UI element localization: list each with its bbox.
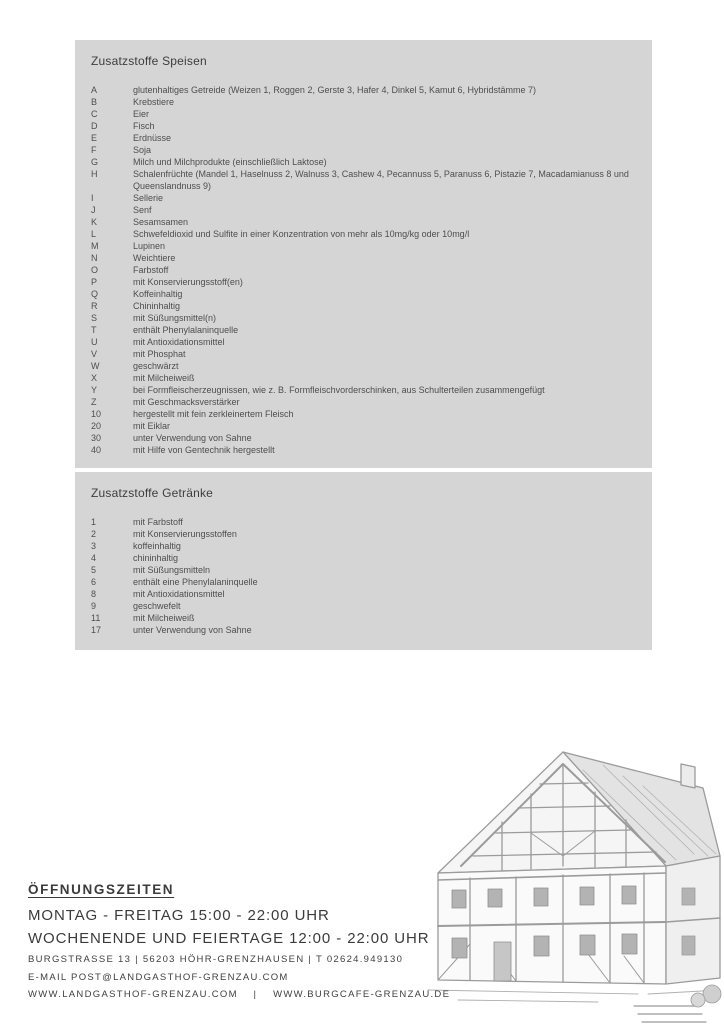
additive-row [91, 564, 632, 576]
additive-code: R [91, 301, 98, 311]
additives-drinks-list [91, 516, 632, 636]
additive-code: 5 [91, 565, 97, 575]
additive-row [91, 312, 632, 324]
additive-row [91, 276, 632, 288]
additive-text: Fisch [133, 121, 155, 131]
email-line: E-MAIL POST@LANDGASTHOF-GRENZAU.COM [28, 971, 289, 983]
additive-row [91, 192, 632, 204]
additive-text: Lupinen [133, 241, 166, 251]
additive-code: G [91, 157, 99, 167]
additive-text: bei Formfleischerzeugnissen, wie z. B. Formfleischvorderschinken, aus Schulterteilen zusammengefügt [133, 385, 545, 395]
additive-text: Eier [133, 109, 150, 119]
additive-code: X [91, 373, 98, 383]
additive-row [91, 216, 632, 228]
additive-row [91, 84, 632, 96]
additive-text: mit Süßungsmitteln [133, 565, 211, 575]
additive-row [91, 300, 632, 312]
additive-row [91, 360, 632, 372]
additive-code: 40 [91, 445, 102, 455]
additive-text: Krebstiere [133, 97, 175, 107]
additive-text: geschwärzt [133, 361, 179, 371]
additive-code: N [91, 253, 98, 263]
opening-hours [28, 882, 430, 950]
additive-text: chininhaltig [133, 553, 179, 563]
additives-drinks-title: Zusatzstoffe Getränke [91, 486, 214, 500]
additive-text: Koffeinhaltig [133, 289, 183, 299]
additive-code: F [91, 145, 97, 155]
additive-row [91, 108, 632, 120]
additive-code: T [91, 325, 97, 335]
additive-row [91, 372, 632, 384]
additive-row [91, 384, 632, 396]
additive-text: hergestellt mit fein zerkleinertem Fleisch [133, 409, 294, 419]
additive-text: enthält Phenylalaninquelle [133, 325, 239, 335]
additive-code: 2 [91, 529, 97, 539]
additive-row [91, 132, 632, 144]
additive-row [91, 336, 632, 348]
additive-row [91, 324, 632, 336]
additive-row [91, 600, 632, 612]
additive-code: D [91, 121, 98, 131]
additive-code: 30 [91, 433, 102, 443]
additive-row [91, 612, 632, 624]
additive-row [91, 252, 632, 264]
additive-code: E [91, 133, 98, 143]
additive-text: Sellerie [133, 193, 164, 203]
additive-row [91, 552, 632, 564]
additive-row [91, 420, 632, 432]
additive-row [91, 228, 632, 240]
additive-text: Schwefeldioxid und Sulfite in einer Konzentration von mehr als 10mg/kg oder 10mg/l [133, 229, 470, 239]
additive-text: Milch und Milchprodukte (einschließlich Laktose) [133, 157, 327, 167]
additive-code: M [91, 241, 99, 251]
additive-text: mit Antioxidationsmittel [133, 589, 225, 599]
additive-text: mit Phosphat [133, 349, 186, 359]
additive-code: 3 [91, 541, 97, 551]
additive-text: Schalenfrüchte (Mandel 1, Haselnuss 2, Walnuss 3, Cashew 4, Pecannuss 5, Paranuss 6, Pistazie 7, Macadamianuss 8 und Queenslandnuss 9) [133, 169, 629, 191]
additive-text: mit Eiklar [133, 421, 171, 431]
additive-row [91, 516, 632, 528]
additive-code: 9 [91, 601, 97, 611]
additive-text: mit Farbstoff [133, 517, 183, 527]
additive-row [91, 240, 632, 252]
additive-code: V [91, 349, 98, 359]
additive-text: mit Geschmacksverstärker [133, 397, 240, 407]
additive-row [91, 144, 632, 156]
additive-row [91, 168, 632, 192]
additive-text: Erdnüsse [133, 133, 172, 143]
additive-code: C [91, 109, 98, 119]
websites-line: WWW.LANDGASTHOF-GRENZAU.COM | WWW.BURGCAFE-GRENZAU.DE [28, 989, 451, 1000]
opening-hours-weekdays: MONTAG - FREITAG 15:00 - 22:00 UHR [28, 907, 330, 924]
additive-code: 4 [91, 553, 97, 563]
additive-row [91, 288, 632, 300]
additive-text: Soja [133, 145, 152, 155]
additive-row [91, 96, 632, 108]
additive-row [91, 540, 632, 552]
additive-row [91, 576, 632, 588]
additive-code: I [91, 193, 94, 203]
additive-code: Z [91, 397, 97, 407]
additive-row [91, 204, 632, 216]
additive-code: 1 [91, 517, 97, 527]
additive-row [91, 408, 632, 420]
additive-text: Farbstoff [133, 265, 169, 275]
additive-code: 17 [91, 625, 102, 635]
additive-row [91, 528, 632, 540]
additive-text: mit Hilfe von Gentechnik hergestellt [133, 445, 275, 455]
additive-text: mit Süßungsmittel(n) [133, 313, 217, 323]
additive-text: geschwefelt [133, 601, 181, 611]
additive-text: enthält eine Phenylalaninquelle [133, 577, 258, 587]
additive-code: P [91, 277, 98, 287]
additive-text: Chininhaltig [133, 301, 181, 311]
address-line: BURGSTRASSE 13 | 56203 HÖHR-GRENZHAUSEN | T 02624.949130 [28, 954, 404, 965]
additives-drinks-section [75, 472, 652, 650]
additive-code: Q [91, 289, 99, 299]
additive-row [91, 444, 632, 456]
additive-code: O [91, 265, 99, 275]
additives-food-section [75, 40, 652, 468]
additive-row [91, 588, 632, 600]
additive-text: mit Konservierungsstoffen [133, 529, 237, 539]
additive-code: J [91, 205, 96, 215]
additives-food-title: Zusatzstoffe Speisen [91, 54, 207, 68]
additive-text: mit Antioxidationsmittel [133, 337, 225, 347]
additive-row [91, 396, 632, 408]
additive-text: glutenhaltiges Getreide (Weizen 1, Roggen 2, Gerste 3, Hafer 4, Dinkel 5, Kamut 6, Hybridstämme 7) [133, 85, 537, 95]
additive-code: 20 [91, 421, 102, 431]
opening-hours-title: ÖFFNUNGSZEITEN [28, 882, 175, 897]
additives-food-list [91, 84, 632, 456]
additive-code: A [91, 85, 98, 95]
additive-row [91, 264, 632, 276]
additive-code: Y [91, 385, 98, 395]
contact-info [28, 951, 450, 1004]
additive-text: mit Milcheiweiß [133, 373, 195, 383]
additive-text: unter Verwendung von Sahne [133, 433, 252, 443]
additive-text: Weichtiere [133, 253, 176, 263]
additive-code: K [91, 217, 98, 227]
additive-text: mit Milcheiweiß [133, 613, 195, 623]
additive-code: 11 [91, 613, 101, 623]
additive-code: 8 [91, 589, 97, 599]
additive-text: koffeinhaltig [133, 541, 181, 551]
additive-code: 10 [91, 409, 102, 419]
additive-row [91, 432, 632, 444]
additive-code: W [91, 361, 100, 371]
additive-row [91, 348, 632, 360]
additive-code: U [91, 337, 98, 347]
additive-code: H [91, 169, 98, 179]
additive-code: S [91, 313, 98, 323]
additive-code: B [91, 97, 98, 107]
additive-text: Senf [133, 205, 152, 215]
additive-code: L [91, 229, 97, 239]
additive-row [91, 156, 632, 168]
additive-text: Sesamsamen [133, 217, 189, 227]
opening-hours-weekend: WOCHENENDE UND FEIERTAGE 12:00 - 22:00 UHR [28, 930, 430, 947]
additive-row [91, 120, 632, 132]
additive-text: mit Konservierungsstoff(en) [133, 277, 243, 287]
additive-row [91, 624, 632, 636]
additive-code: 6 [91, 577, 97, 587]
additive-text: unter Verwendung von Sahne [133, 625, 252, 635]
